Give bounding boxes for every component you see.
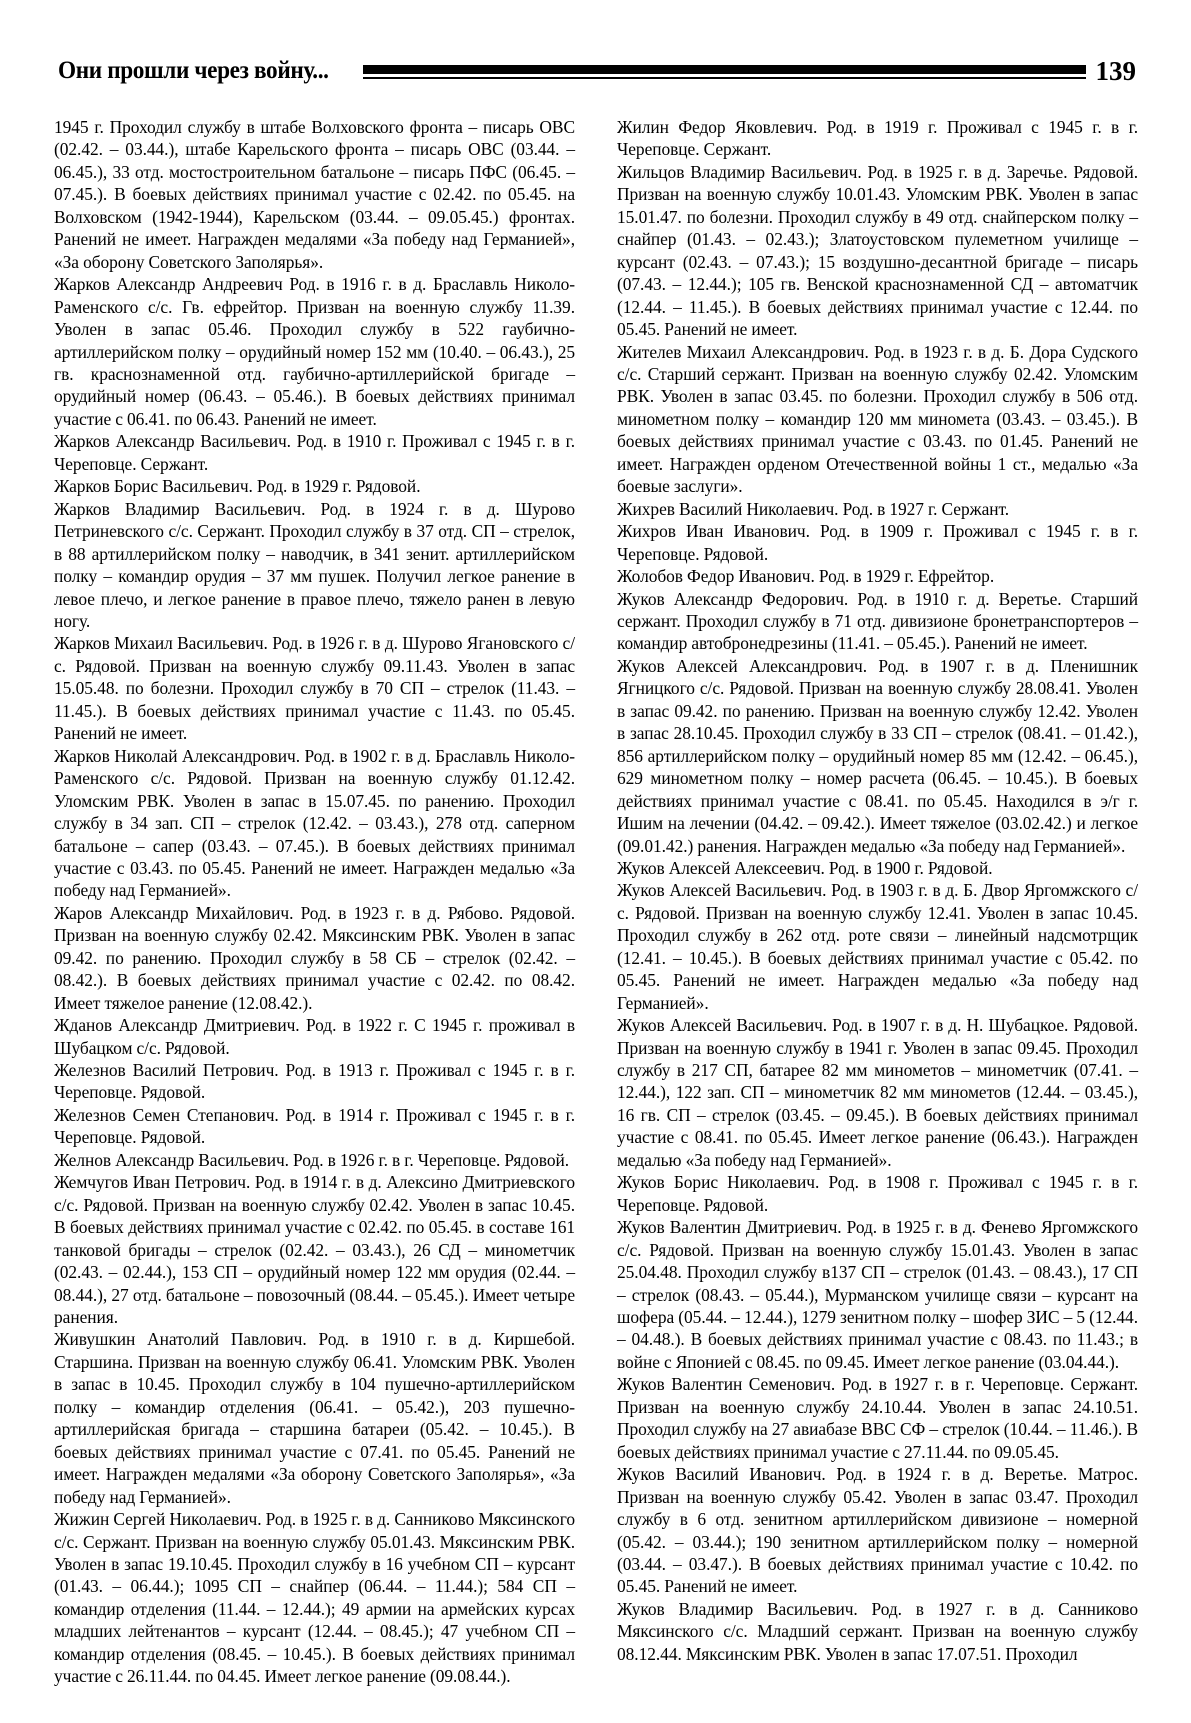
entry-paragraph: Жуков Алексей Васильевич. Род. в 1907 г. в д. Н. Шубацкое. Рядовой. Призван на военную службу в 1941 г. Уволен в запас 09.45. Проходил службу в 217 СП, батарее 82 мм минометов – минометчик (07.41. – 12.44.), 122 зап. СП – минометчик 82 мм минометов (12.44. – 03.45.), 16 гв. СП – стрелок (03.45. – 09.45.). В боевых действиях принимал участие с 08.41. по 05.45. Имеет легкое ранение (06.43.). Награжден медалью «За победу над Германией».	[617, 1015, 1138, 1170]
entry-paragraph: Жданов Александр Дмитриевич. Род. в 1922 г. С 1945 г. проживал в Шубацком с/с. Рядовой.	[54, 1015, 575, 1058]
entry-paragraph: Жуков Валентин Семенович. Род. в 1927 г. в г. Череповце. Сержант. Призван на военную службу 24.10.44. Уволен в запас 24.10.51. Проходил службу на 27 авиабазе ВВС СФ – стрелок (10.44. – 11.46.). В боевых действиях принимал участие с 27.11.44. по 09.05.45.	[617, 1374, 1138, 1462]
entry-paragraph: Жуков Владимир Васильевич. Род. в 1927 г. в д. Санниково Мяксинского с/с. Младший сержант. Призван на военную службу 08.12.44. Мяксинским РВК. Уволен в запас 17.07.51. Проходил	[617, 1598, 1138, 1664]
running-head-title: Они прошли через войну...	[58, 57, 329, 84]
entry-paragraph: Жарков Александр Андреевич Род. в 1916 г. в д. Браславль Николо-Раменского с/с. Гв. ефрейтор. Призван на военную службу 11.39. Уволен в запас 05.46. Проходил службу в 522 гаубично-артиллерийском полку – орудийный номер 152 мм (10.40. – 06.43.), 25 гв. краснознаменной отд. гаубично-артиллерийской бригаде – орудийный номер (06.43. – 05.46.). В боевых действиях принимал участие с 06.41. по 06.43. Ранений не имеет.	[54, 274, 575, 429]
entry-paragraph: Живушкин Анатолий Павлович. Род. в 1910 г. в д. Киршебой. Старшина. Призван на военную службу 06.41. Уломским РВК. Уволен в запас в 10.45. Проходил службу в 104 пушечно-артиллерийском полку – командир отделения (06.41. – 05.42.), 203 пушечно-артиллерийская бригада – старшина батареи (05.42. – 10.45.). В боевых действиях принимал участие с 07.41. по 05.45. Ранений не имеет. Награжден медалями «За оборону Советского Заполярья», «За победу над Германией».	[54, 1329, 575, 1507]
entry-paragraph: Жуков Борис Николаевич. Род. в 1908 г. Проживал с 1945 г. в г. Череповце. Рядовой.	[617, 1172, 1138, 1215]
entry-paragraph: Жарков Михаил Васильевич. Род. в 1926 г. в д. Шурово Ягановского с/с. Рядовой. Призван на военную службу 09.11.43. Уволен в запас 15.05.48. по болезни. Проходил службу в 70 СП – стрелок (11.43. – 11.45.). В боевых действиях принимал участие с 11.43. по 05.45. Ранений не имеет.	[54, 633, 575, 744]
entry-paragraph: Жихрев Василий Николаевич. Род. в 1927 г. Сержант.	[617, 498, 1010, 519]
two-column-body	[54, 116, 1138, 1687]
entry-paragraph: Жолобов Федор Иванович. Род. в 1929 г. Ефрейтор.	[617, 566, 995, 587]
entry-paragraph: Жуков Алексей Александрович. Род. в 1907 г. в д. Пленишник Ягницкого с/с. Рядовой. Призван на военную службу 28.08.41. Уволен в запас 09.42. по ранению. Призван на военную службу 12.42. Уволен в запас 28.10.45. Проходил службу в 33 СП – стрелок (08.41. – 01.42.), 856 артиллерийском полку – орудийный номер 85 мм (12.42. – 06.45.), 629 минометном полку – номер расчета (06.45. – 10.45.). В боевых действиях принимал участие с 08.41. по 05.45. Находился в э/г г. Ишим на лечении (04.42. – 09.42.). Имеет тяжелое (03.02.42.) и легкое (09.01.42.) ранения. Награжден медалью «За победу над Германией».	[617, 655, 1138, 856]
entry-paragraph: 1945 г. Проходил службу в штабе Волховского фронта – писарь ОВС (02.42. – 03.44.), штабе Карельского фронта – писарь ОВС (03.44. – 06.45.), 33 отд. мостостроительном батальоне – писарь ПФС (06.45. – 07.45.). В боевых действиях принимал участие с 02.42. по 05.45. на Волховском (1942-1944), Карельском (03.44. – 09.05.45.) фронтах. Ранений не имеет. Награжден медалями «За победу над Германией», «За оборону Советского Заполярья».	[54, 117, 575, 272]
entry-paragraph: Жижин Сергей Николаевич. Род. в 1925 г. в д. Санниково Мяксинского с/с. Сержант. Призван на военную службу 05.01.43. Мяксинским РВК. Уволен в запас 19.10.45. Проходил службу в 16 учебном СП – курсант (01.43. – 06.44.); 1095 СП – снайпер (06.44. – 11.44.); 584 СП – командир отделения (11.44. – 12.44.); 49 армии на армейских курсах младших лейтенантов – курсант (12.44. – 08.45.); 47 учебном СП – командир отделения (08.45. – 10.45.). В боевых действиях принимал участие с 26.11.44. по 04.45. Имеет легкое ранение (09.08.44.).	[54, 1509, 575, 1687]
entry-paragraph: Жемчугов Иван Петрович. Род. в 1914 г. в д. Алексино Дмитриевского с/с. Рядовой. Призван на военную службу 02.42. Уволен в запас 10.45. В боевых действиях принимал участие с 02.42. по 05.45. в составе 161 танковой бригады – стрелок (02.42. – 03.43.), 26 СД – минометчик (02.43. – 02.44.), 153 СП – орудийный номер 122 мм орудия (02.44. – 08.44.), 27 отд. батальоне – повозочный (08.44. – 05.45.). Имеет четыре ранения.	[54, 1172, 575, 1328]
entry-paragraph: Жуков Алексей Васильевич. Род. в 1903 г. в д. Б. Двор Яргомжского с/с. Рядовой. Призван на военную службу 12.41. Уволен в запас 10.45. Проходил службу в 262 отд. роте связи – линейный надсмотрщик (12.41. – 10.45.). В боевых действиях принимал участие с 05.42. по 05.45. Ранений не имеет. Награжден медалью «За победу над Германией».	[617, 880, 1138, 1013]
entry-paragraph: Жильцов Владимир Васильевич. Род. в 1925 г. в д. Заречье. Рядовой. Призван на военную службу 10.01.43. Уломским РВК. Уволен в запас 15.01.47. по болезни. Проходил службу в 49 отд. снайперском полку – снайпер (01.43. – 02.43.); Златоустовском пулеметном училище – курсант (02.43. – 07.43.); 15 воздушно-десантной бригаде – писарь (07.43. – 12.44.); 105 гв. Венской краснознаменной СД – автоматчик (12.44. – 11.45.). В боевых действиях принимал участие с 12.44. по 05.45. Ранений не имеет.	[617, 161, 1138, 340]
entry-paragraph: Жаров Александр Михайлович. Род. в 1923 г. в д. Рябово. Рядовой. Призван на военную службу 02.42. Мяксинским РВК. Уволен в запас 09.42. по ранению. Проходил службу в 58 СБ – стрелок (02.42. – 08.42.). В боевых действиях принимал участие с 02.42. по 08.42. Имеет тяжелое ранение (12.08.42.).	[54, 902, 575, 1013]
entry-paragraph: Жихров Иван Иванович. Род. в 1909 г. Проживал с 1945 г. в г. Череповце. Рядовой.	[617, 521, 1138, 564]
page-running-head	[58, 47, 1136, 95]
entry-paragraph: Жилин Федор Яковлевич. Род. в 1919 г. Проживал с 1945 г. в г. Череповце. Сержант.	[617, 117, 1138, 160]
entry-paragraph: Жарков Борис Васильевич. Род. в 1929 г. Рядовой.	[54, 476, 421, 497]
right-column	[617, 116, 1138, 1676]
entry-paragraph: Жуков Алексей Алексеевич. Род. в 1900 г. Рядовой.	[617, 857, 993, 878]
entry-paragraph: Жарков Николай Александрович. Род. в 1902 г. в д. Браславль Николо-Раменского с/с. Рядовой. Призван на военную службу 01.12.42. Уломским РВК. Уволен в запас в 15.07.45. по ранению. Проходил службу в 34 зап. СП – стрелок (12.42. – 03.43.), 278 отд. саперном батальоне – сапер (03.43. – 07.45.). В боевых действиях принимал участие с 03.43. по 05.45. Ранений не имеет. Награжден медалью «За победу над Германией».	[54, 745, 575, 901]
entry-paragraph: Жуков Александр Федорович. Род. в 1910 г. д. Веретье. Старший сержант. Проходил службу в 71 отд. дивизионе бронетранспортеров – командир автобронедрезины (11.41. – 05.45.). Ранений не имеет.	[617, 588, 1138, 654]
entry-paragraph: Желнов Александр Васильевич. Род. в 1926 г. в г. Череповце. Рядовой.	[54, 1149, 570, 1170]
entry-paragraph: Железнов Василий Петрович. Род. в 1913 г. Проживал с 1945 г. в г. Череповце. Рядовой.	[54, 1060, 575, 1103]
entry-paragraph: Жарков Александр Васильевич. Род. в 1910 г. Проживал с 1945 г. в г. Череповце. Сержант.	[54, 431, 575, 474]
page-number: 139	[1095, 55, 1136, 86]
entry-paragraph: Жарков Владимир Васильевич. Род. в 1924 г. в д. Шурово Петриневского с/с. Сержант. Проходил службу в 37 отд. СП – стрелок, в 88 артиллерийском полку – наводчик, в 341 зенит. артиллерийском полку – командир орудия – 37 мм пушек. Получил легкое ранение в левое плечо, и легкое ранение в правое плечо, тяжело ранен в левую ногу.	[54, 498, 575, 631]
entry-paragraph: Жуков Василий Иванович. Род. в 1924 г. в д. Веретье. Матрос. Призван на военную службу 05.42. Уволен в запас 03.47. Проходил службу в 6 отд. зенитном артиллерийском дивизионе – номерной (05.42. – 03.44.); 190 зенитном артиллерийском полку – номерной (03.44. – 03.47.). В боевых действиях принимал участие с 10.42. по 05.45. Ранений не имеет.	[617, 1464, 1138, 1597]
entry-paragraph: Жителев Михаил Александрович. Род. в 1923 г. в д. Б. Дора Судского с/с. Старший сержант. Призван на военную службу 02.42. Уломским РВК. Уволен в запас 03.45. по болезни. Проходил службу в 506 отд. минометном полку – командир 120 мм миномета (03.43. – 03.45.). В боевых действиях принимал участие с 03.43. по 01.45. Ранений не имеет. Награжден орденом Отечественной войны 1 ст., медалью «За боевые заслуги».	[617, 341, 1138, 497]
header-divider-rule	[363, 64, 1086, 79]
entry-paragraph: Железнов Семен Степанович. Род. в 1914 г. Проживал с 1945 г. в г. Череповце. Рядовой.	[54, 1104, 575, 1148]
left-column	[54, 116, 575, 1687]
entry-paragraph: Жуков Валентин Дмитриевич. Род. в 1925 г. в д. Фенево Яргомжского с/с. Рядовой. Призван на военную службу 15.01.43. Уволен в запас 25.04.48. Проходил службу в137 СП – стрелок (01.43. – 08.43.), 17 СП – стрелок (08.43. – 05.44.), Мурманском училище связи – курсант на шофера (05.44. – 12.44.), 1279 зенитном полку – шофер ЗИС – 5 (12.44. – 04.48.). В боевых действиях принимал участие с 08.43. по 11.43.; в войне с Японией с 08.45. по 09.45. Имеет легкое ранение (03.04.44.).	[617, 1217, 1138, 1372]
